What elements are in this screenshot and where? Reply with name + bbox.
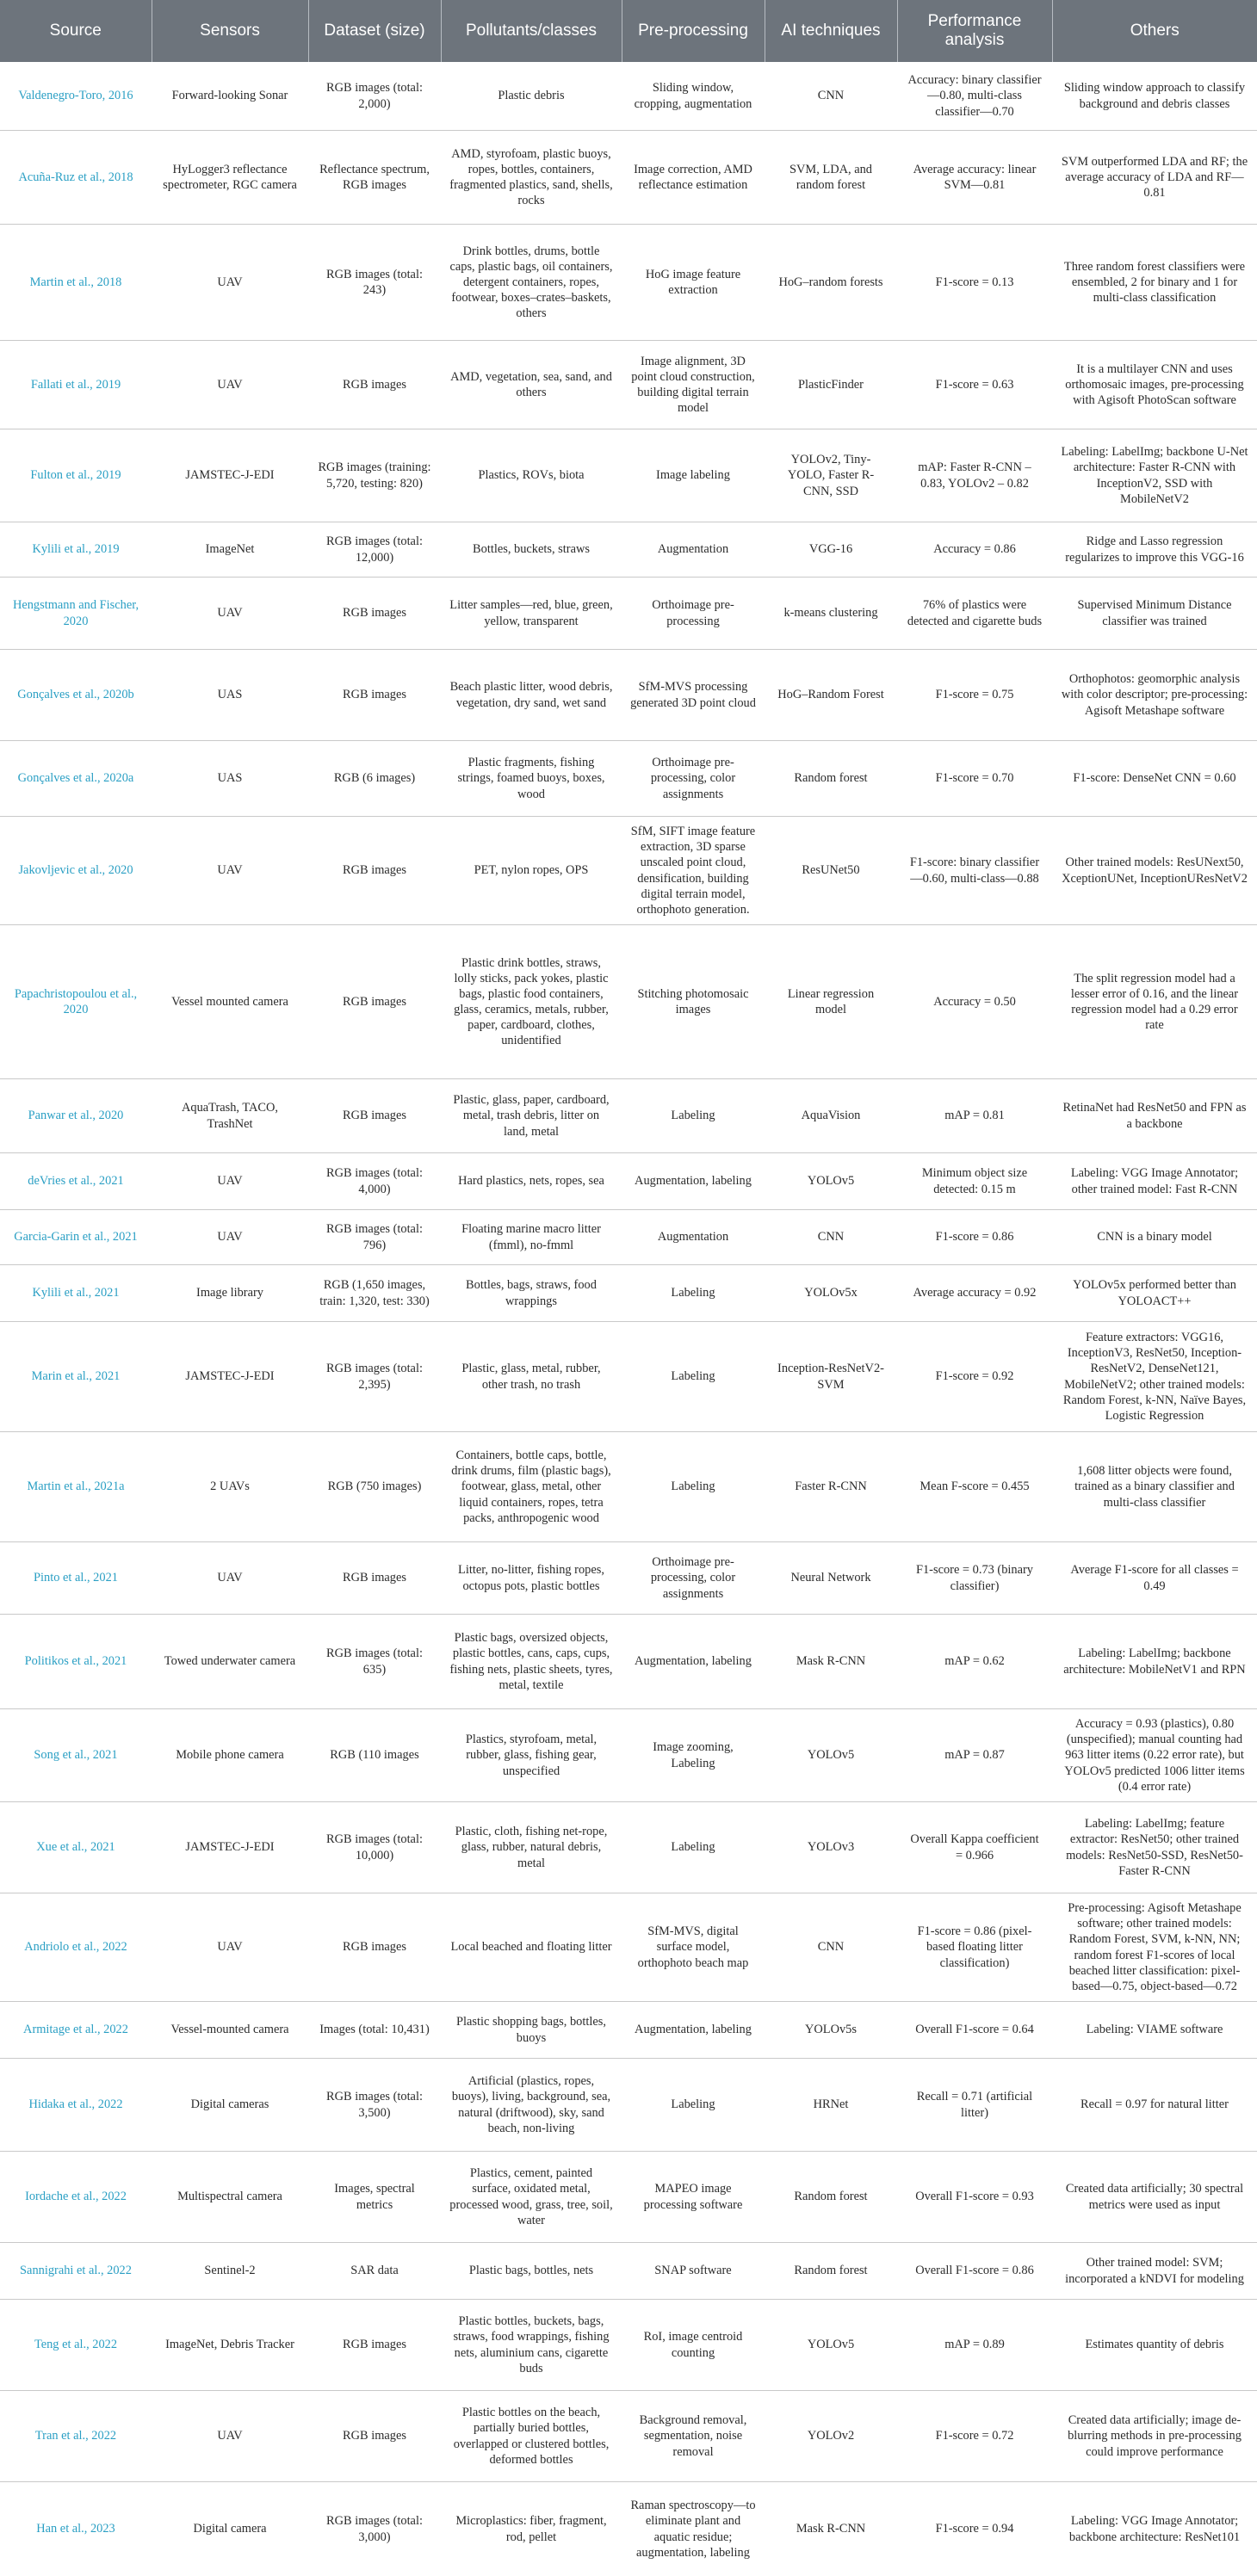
cell-pollutants: Plastic debris	[441, 62, 622, 131]
cell-preprocessing: Image correction, AMD reflectance estimation	[622, 131, 765, 225]
cell-others: Orthophotos: geomorphic analysis with color descriptor; pre-processing: Agisoft Metashape software	[1052, 650, 1257, 741]
cell-performance: 76% of plastics were detected and cigarette buds	[897, 578, 1052, 650]
table-row	[0, 429, 1257, 522]
cell-preprocessing: Orthoimage pre-processing, color assignments	[622, 741, 765, 817]
cell-source[interactable]: Fulton et al., 2019	[0, 429, 152, 522]
cell-dataset: RGB images	[308, 1542, 441, 1615]
cell-pollutants: Plastics, cement, painted surface, oxidated metal, processed wood, grass, tree, soil, water	[441, 2152, 622, 2243]
table-row	[0, 1802, 1257, 1893]
cell-performance: mAP = 0.62	[897, 1615, 1052, 1709]
cell-sensors: JAMSTEC-J-EDI	[152, 1802, 308, 1893]
cell-preprocessing: Image labeling	[622, 429, 765, 522]
cell-performance: Overall Kappa coefficient = 0.966	[897, 1802, 1052, 1893]
cell-ai-technique: Random forest	[765, 2243, 897, 2300]
cell-sensors: ImageNet, Debris Tracker	[152, 2300, 308, 2391]
cell-performance: F1-score = 0.70	[897, 741, 1052, 817]
cell-others: Created data artificially; 30 spectral metrics were used as input	[1052, 2152, 1257, 2243]
cell-preprocessing: SNAP software	[622, 2243, 765, 2300]
cell-source[interactable]: Hengstmann and Fischer, 2020	[0, 578, 152, 650]
table-row	[0, 578, 1257, 650]
cell-sensors: UAS	[152, 741, 308, 817]
cell-dataset: RGB images	[308, 1893, 441, 2002]
cell-sensors: UAV	[152, 225, 308, 341]
cell-source[interactable]: Pinto et al., 2021	[0, 1542, 152, 1615]
cell-ai-technique: CNN	[765, 1210, 897, 1265]
cell-others: Other trained models: ResUNext50, XceptionUNet, InceptionUResNetV2	[1052, 817, 1257, 925]
cell-preprocessing: Image zooming, Labeling	[622, 1709, 765, 1802]
cell-dataset: RGB images	[308, 2391, 441, 2482]
cell-pollutants: Plastic bottles on the beach, partially buried bottles, overlapped or clustered bottles, deformed bottles	[441, 2391, 622, 2482]
cell-ai-technique: Inception-ResNetV2-SVM	[765, 1322, 897, 1432]
cell-source[interactable]: Gonçalves et al., 2020b	[0, 650, 152, 741]
cell-sensors: UAV	[152, 2391, 308, 2482]
cell-sensors: HyLogger3 reflectance spectrometer, RGC camera	[152, 131, 308, 225]
cell-sensors: 2 UAVs	[152, 1432, 308, 1542]
cell-source[interactable]: Martin et al., 2018	[0, 225, 152, 341]
cell-source[interactable]: Tran et al., 2022	[0, 2391, 152, 2482]
cell-others: F1-score: DenseNet CNN = 0.60	[1052, 741, 1257, 817]
cell-sensors: ImageNet	[152, 522, 308, 578]
cell-dataset: RGB images (total: 635)	[308, 1615, 441, 1709]
cell-preprocessing: MAPEO image processing software	[622, 2152, 765, 2243]
cell-sensors: Sentinel-2	[152, 2243, 308, 2300]
cell-sensors: UAV	[152, 1893, 308, 2002]
cell-sensors: UAV	[152, 341, 308, 429]
cell-performance: F1-score = 0.63	[897, 341, 1052, 429]
cell-dataset: RGB (1,650 images, train: 1,320, test: 330)	[308, 1265, 441, 1322]
cell-ai-technique: Neural Network	[765, 1542, 897, 1615]
cell-preprocessing: Labeling	[622, 1432, 765, 1542]
cell-pollutants: Plastic bags, oversized objects, plastic bottles, cans, caps, cups, fishing nets, plastic sheets, tyres, metal, textile	[441, 1615, 622, 1709]
cell-dataset: Images, spectral metrics	[308, 2152, 441, 2243]
cell-dataset: RGB images	[308, 341, 441, 429]
cell-others: SVM outperformed LDA and RF; the average accuracy of LDA and RF—0.81	[1052, 131, 1257, 225]
cell-performance: F1-score = 0.86 (pixel-based floating litter classification)	[897, 1893, 1052, 2002]
cell-performance: Accuracy = 0.86	[897, 522, 1052, 578]
cell-pollutants: Bottles, buckets, straws	[441, 522, 622, 578]
table-row	[0, 1432, 1257, 1542]
cell-others: CNN is a binary model	[1052, 1210, 1257, 1265]
cell-performance: F1-score = 0.72	[897, 2391, 1052, 2482]
cell-dataset: RGB images	[308, 2300, 441, 2391]
cell-preprocessing: Labeling	[622, 1079, 765, 1153]
cell-performance: Overall F1-score = 0.64	[897, 2002, 1052, 2059]
table-row	[0, 1210, 1257, 1265]
cell-source[interactable]: Sannigrahi et al., 2022	[0, 2243, 152, 2300]
cell-dataset: RGB images (total: 2,395)	[308, 1322, 441, 1432]
cell-source[interactable]: deVries et al., 2021	[0, 1153, 152, 1210]
cell-performance: Minimum object size detected: 0.15 m	[897, 1153, 1052, 1210]
cell-pollutants: Floating marine macro litter (fmml), no-fmml	[441, 1210, 622, 1265]
table-row	[0, 131, 1257, 225]
table-row	[0, 650, 1257, 741]
cell-others: Labeling: VGG Image Annotator; backbone architecture: ResNet101	[1052, 2482, 1257, 2576]
cell-pollutants: Plastic drink bottles, straws, lolly sticks, pack yokes, plastic bags, plastic food containers, glass, ceramics, metals, rubber, paper, cardboard, clothes, unidentified	[441, 925, 622, 1079]
cell-others: Created data artificially; image de-blurring methods in pre-processing could improve performance	[1052, 2391, 1257, 2482]
cell-source[interactable]: Teng et al., 2022	[0, 2300, 152, 2391]
cell-sensors: JAMSTEC-J-EDI	[152, 429, 308, 522]
header-ai-techniques: AI techniques	[765, 0, 897, 62]
cell-ai-technique: YOLOv2	[765, 2391, 897, 2482]
cell-dataset: RGB images (total: 4,000)	[308, 1153, 441, 1210]
cell-ai-technique: HoG–Random Forest	[765, 650, 897, 741]
cell-ai-technique: AquaVision	[765, 1079, 897, 1153]
cell-others: Other trained model: SVM; incorporated a kNDVI for modeling	[1052, 2243, 1257, 2300]
cell-ai-technique: YOLOv5	[765, 1709, 897, 1802]
cell-performance: F1-score = 0.92	[897, 1322, 1052, 1432]
table-row	[0, 1322, 1257, 1432]
cell-performance: Overall F1-score = 0.93	[897, 2152, 1052, 2243]
cell-dataset: RGB images (training: 5,720, testing: 820)	[308, 429, 441, 522]
cell-preprocessing: Stitching photomosaic images	[622, 925, 765, 1079]
cell-sensors: Multispectral camera	[152, 2152, 308, 2243]
table-row	[0, 2482, 1257, 2576]
cell-dataset: SAR data	[308, 2243, 441, 2300]
cell-others: Feature extractors: VGG16, InceptionV3, ResNet50, Inception-ResNetV2, DenseNet121, MobileNetV2; other trained models: Random Forest, k-NN, Naïve Bayes, Logistic Regression	[1052, 1322, 1257, 1432]
cell-sensors: AquaTrash, TACO, TrashNet	[152, 1079, 308, 1153]
cell-source[interactable]: Song et al., 2021	[0, 1709, 152, 1802]
cell-source[interactable]: Gonçalves et al., 2020a	[0, 741, 152, 817]
cell-performance: mAP = 0.89	[897, 2300, 1052, 2391]
cell-preprocessing: Augmentation, labeling	[622, 2002, 765, 2059]
cell-preprocessing: Sliding window, cropping, augmentation	[622, 62, 765, 131]
cell-ai-technique: CNN	[765, 1893, 897, 2002]
header-row	[0, 0, 1257, 62]
cell-preprocessing: HoG image feature extraction	[622, 225, 765, 341]
cell-performance: F1-score = 0.94	[897, 2482, 1052, 2576]
cell-others: Labeling: LabelImg; backbone architecture: MobileNetV1 and RPN	[1052, 1615, 1257, 1709]
cell-ai-technique: HRNet	[765, 2059, 897, 2152]
cell-source[interactable]: Jakovljevic et al., 2020	[0, 817, 152, 925]
cell-pollutants: Plastic shopping bags, bottles, buoys	[441, 2002, 622, 2059]
cell-sensors: Digital camera	[152, 2482, 308, 2576]
cell-dataset: Reflectance spectrum, RGB images	[308, 131, 441, 225]
cell-ai-technique: Faster R-CNN	[765, 1432, 897, 1542]
cell-others: Pre-processing: Agisoft Metashape software; other trained models: Random Forest, SVM, k-NN, NN; random forest F1-scores of local beached litter classification: pixel-based—0.75, object-based—0.72	[1052, 1893, 1257, 2002]
header-others: Others	[1052, 0, 1257, 62]
cell-others: Recall = 0.97 for natural litter	[1052, 2059, 1257, 2152]
cell-ai-technique: Mask R-CNN	[765, 1615, 897, 1709]
cell-sensors: Mobile phone camera	[152, 1709, 308, 1802]
table-row	[0, 1265, 1257, 1322]
cell-source[interactable]: Andriolo et al., 2022	[0, 1893, 152, 2002]
cell-dataset: RGB images	[308, 650, 441, 741]
cell-source[interactable]: Kylili et al., 2021	[0, 1265, 152, 1322]
cell-sensors: Image library	[152, 1265, 308, 1322]
cell-source[interactable]: Iordache et al., 2022	[0, 2152, 152, 2243]
cell-sensors: Vessel-mounted camera	[152, 2002, 308, 2059]
cell-others: Three random forest classifiers were ensembled, 2 for binary and 1 for multi-class classification	[1052, 225, 1257, 341]
cell-pollutants: Plastic, glass, paper, cardboard, metal, trash debris, litter on land, metal	[441, 1079, 622, 1153]
cell-performance: Average accuracy = 0.92	[897, 1265, 1052, 1322]
cell-preprocessing: Orthoimage pre-processing	[622, 578, 765, 650]
cell-preprocessing: Labeling	[622, 2059, 765, 2152]
cell-performance: Accuracy = 0.50	[897, 925, 1052, 1079]
cell-pollutants: Bottles, bags, straws, food wrappings	[441, 1265, 622, 1322]
cell-preprocessing: Augmentation	[622, 522, 765, 578]
cell-source[interactable]: Garcia-Garin et al., 2021	[0, 1210, 152, 1265]
cell-sensors: JAMSTEC-J-EDI	[152, 1322, 308, 1432]
cell-sensors: Digital cameras	[152, 2059, 308, 2152]
cell-dataset: RGB images (total: 796)	[308, 1210, 441, 1265]
cell-pollutants: Litter, no-litter, fishing ropes, octopus pots, plastic bottles	[441, 1542, 622, 1615]
cell-dataset: RGB (110 images	[308, 1709, 441, 1802]
cell-performance: Overall F1-score = 0.86	[897, 2243, 1052, 2300]
header-dataset: Dataset (size)	[308, 0, 441, 62]
cell-sensors: Vessel mounted camera	[152, 925, 308, 1079]
cell-source[interactable]: Papachristopoulou et al., 2020	[0, 925, 152, 1079]
cell-pollutants: Plastic fragments, fishing strings, foamed buoys, boxes, wood	[441, 741, 622, 817]
cell-performance: Accuracy: binary classifier—0.80, multi-class classifier—0.70	[897, 62, 1052, 131]
cell-preprocessing: Orthoimage pre-processing, color assignments	[622, 1542, 765, 1615]
cell-ai-technique: VGG-16	[765, 522, 897, 578]
cell-dataset: RGB images (total: 2,000)	[308, 62, 441, 131]
cell-preprocessing: RoI, image centroid counting	[622, 2300, 765, 2391]
cell-others: YOLOv5x performed better than YOLOACT++	[1052, 1265, 1257, 1322]
table-row	[0, 817, 1257, 925]
cell-ai-technique: SVM, LDA, and random forest	[765, 131, 897, 225]
cell-performance: Recall = 0.71 (artificial litter)	[897, 2059, 1052, 2152]
cell-sensors: UAV	[152, 578, 308, 650]
cell-preprocessing: Labeling	[622, 1265, 765, 1322]
table-row	[0, 1153, 1257, 1210]
cell-source[interactable]: Martin et al., 2021a	[0, 1432, 152, 1542]
table-row	[0, 1893, 1257, 2002]
table-row	[0, 2300, 1257, 2391]
cell-source[interactable]: Xue et al., 2021	[0, 1802, 152, 1893]
cell-dataset: RGB images	[308, 925, 441, 1079]
table-row	[0, 2002, 1257, 2059]
cell-ai-technique: YOLOv5x	[765, 1265, 897, 1322]
table-row	[0, 1709, 1257, 1802]
cell-pollutants: Plastic, cloth, fishing net-rope, glass, rubber, natural debris, metal	[441, 1802, 622, 1893]
cell-ai-technique: YOLOv5	[765, 1153, 897, 1210]
cell-preprocessing: SfM-MVS, digital surface model, orthophoto beach map	[622, 1893, 765, 2002]
cell-others: Sliding window approach to classify background and debris classes	[1052, 62, 1257, 131]
table-row	[0, 1079, 1257, 1153]
cell-source[interactable]: Acuña-Ruz et al., 2018	[0, 131, 152, 225]
cell-dataset: RGB images (total: 12,000)	[308, 522, 441, 578]
cell-source[interactable]: Politikos et al., 2021	[0, 1615, 152, 1709]
table-row	[0, 62, 1257, 131]
cell-performance: F1-score = 0.13	[897, 225, 1052, 341]
cell-pollutants: AMD, vegetation, sea, sand, and others	[441, 341, 622, 429]
cell-source[interactable]: Armitage et al., 2022	[0, 2002, 152, 2059]
cell-pollutants: Plastic, glass, metal, rubber, other trash, no trash	[441, 1322, 622, 1432]
cell-performance: F1-score = 0.75	[897, 650, 1052, 741]
cell-source[interactable]: Han et al., 2023	[0, 2482, 152, 2576]
cell-source[interactable]: Fallati et al., 2019	[0, 341, 152, 429]
cell-performance: mAP = 0.87	[897, 1709, 1052, 1802]
cell-ai-technique: PlasticFinder	[765, 341, 897, 429]
cell-performance: mAP: Faster R-CNN – 0.83, YOLOv2 – 0.82	[897, 429, 1052, 522]
table-row	[0, 741, 1257, 817]
cell-ai-technique: Random forest	[765, 741, 897, 817]
cell-ai-technique: YOLOv5s	[765, 2002, 897, 2059]
cell-pollutants: Containers, bottle caps, bottle, drink drums, film (plastic bags), footwear, glass, metal, other liquid containers, ropes, tetra packs, anthropogenic wood	[441, 1432, 622, 1542]
cell-pollutants: Local beached and floating litter	[441, 1893, 622, 2002]
cell-ai-technique: ResUNet50	[765, 817, 897, 925]
cell-performance: F1-score = 0.86	[897, 1210, 1052, 1265]
cell-preprocessing: SfM-MVS processing generated 3D point cloud	[622, 650, 765, 741]
cell-performance: mAP = 0.81	[897, 1079, 1052, 1153]
cell-performance: Average accuracy: linear SVM—0.81	[897, 131, 1052, 225]
cell-pollutants: Plastics, styrofoam, metal, rubber, glass, fishing gear, unspecified	[441, 1709, 622, 1802]
cell-sensors: UAV	[152, 817, 308, 925]
cell-others: Supervised Minimum Distance classifier was trained	[1052, 578, 1257, 650]
cell-preprocessing: Background removal, segmentation, noise removal	[622, 2391, 765, 2482]
table-row	[0, 1615, 1257, 1709]
cell-preprocessing: Raman spectroscopy—to eliminate plant and aquatic residue; augmentation, labeling	[622, 2482, 765, 2576]
cell-source[interactable]: Hidaka et al., 2022	[0, 2059, 152, 2152]
cell-others: Labeling: VIAME software	[1052, 2002, 1257, 2059]
cell-ai-technique: YOLOv3	[765, 1802, 897, 1893]
table-row	[0, 2391, 1257, 2482]
cell-sensors: Forward-looking Sonar	[152, 62, 308, 131]
cell-dataset: RGB (750 images)	[308, 1432, 441, 1542]
cell-pollutants: Drink bottles, drums, bottle caps, plastic bags, oil containers, detergent containers, ropes, footwear, boxes–crates–baskets, others	[441, 225, 622, 341]
cell-ai-technique: YOLOv2, Tiny-YOLO, Faster R-CNN, SSD	[765, 429, 897, 522]
table-row	[0, 1542, 1257, 1615]
cell-dataset: RGB images (total: 3,500)	[308, 2059, 441, 2152]
header-source: Source	[0, 0, 152, 62]
cell-sensors: Towed underwater camera	[152, 1615, 308, 1709]
table-row	[0, 225, 1257, 341]
cell-others: Estimates quantity of debris	[1052, 2300, 1257, 2391]
cell-dataset: RGB (6 images)	[308, 741, 441, 817]
cell-pollutants: Plastics, ROVs, biota	[441, 429, 622, 522]
cell-ai-technique: CNN	[765, 62, 897, 131]
cell-sensors: UAS	[152, 650, 308, 741]
cell-source[interactable]: Valdenegro-Toro, 2016	[0, 62, 152, 131]
cell-dataset: RGB images (total: 3,000)	[308, 2482, 441, 2576]
cell-pollutants: Microplastics: fiber, fragment, rod, pellet	[441, 2482, 622, 2576]
cell-others: Labeling: LabelImg; feature extractor: ResNet50; other trained models: ResNet50-SSD, ResNet50-Faster R-CNN	[1052, 1802, 1257, 1893]
cell-pollutants: PET, nylon ropes, OPS	[441, 817, 622, 925]
table-row	[0, 2152, 1257, 2243]
cell-pollutants: Litter samples—red, blue, green, yellow, transparent	[441, 578, 622, 650]
cell-pollutants: Artificial (plastics, ropes, buoys), living, background, sea, natural (driftwood), sky, sand beach, non-living	[441, 2059, 622, 2152]
cell-ai-technique: k-means clustering	[765, 578, 897, 650]
table-row	[0, 925, 1257, 1079]
cell-dataset: RGB images	[308, 578, 441, 650]
cell-others: It is a multilayer CNN and uses orthomosaic images, pre-processing with Agisoft PhotoScan software	[1052, 341, 1257, 429]
cell-preprocessing: Labeling	[622, 1802, 765, 1893]
cell-others: Labeling: LabelImg; backbone U-Net architecture: Faster R-CNN with InceptionV2, SSD with MobileNetV2	[1052, 429, 1257, 522]
cell-others: RetinaNet had ResNet50 and FPN as a backbone	[1052, 1079, 1257, 1153]
cell-source[interactable]: Panwar et al., 2020	[0, 1079, 152, 1153]
cell-pollutants: Plastic bottles, buckets, bags, straws, food wrappings, fishing nets, aluminium cans, cigarette buds	[441, 2300, 622, 2391]
cell-preprocessing: SfM, SIFT image feature extraction, 3D sparse unscaled point cloud, densification, building digital terrain model, orthophoto generation.	[622, 817, 765, 925]
cell-others: Labeling: VGG Image Annotator; other trained model: Fast R-CNN	[1052, 1153, 1257, 1210]
cell-others: Average F1-score for all classes = 0.49	[1052, 1542, 1257, 1615]
table-body	[0, 62, 1257, 2576]
cell-others: The split regression model had a lesser error of 0.16, and the linear regression model had a 0.29 error rate	[1052, 925, 1257, 1079]
table-row	[0, 2243, 1257, 2300]
cell-sensors: UAV	[152, 1542, 308, 1615]
cell-preprocessing: Labeling	[622, 1322, 765, 1432]
cell-performance: F1-score: binary classifier—0.60, multi-class—0.88	[897, 817, 1052, 925]
cell-pollutants: Hard plastics, nets, ropes, sea	[441, 1153, 622, 1210]
cell-dataset: RGB images (total: 10,000)	[308, 1802, 441, 1893]
cell-performance: F1-score = 0.73 (binary classifier)	[897, 1542, 1052, 1615]
table-row	[0, 2059, 1257, 2152]
header-preprocessing: Pre-processing	[622, 0, 765, 62]
header-pollutants: Pollutants/classes	[441, 0, 622, 62]
cell-dataset: RGB images	[308, 817, 441, 925]
cell-ai-technique: Linear regression model	[765, 925, 897, 1079]
cell-ai-technique: YOLOv5	[765, 2300, 897, 2391]
cell-pollutants: Beach plastic litter, wood debris, vegetation, dry sand, wet sand	[441, 650, 622, 741]
cell-pollutants: AMD, styrofoam, plastic buoys, ropes, bottles, containers, fragmented plastics, sand, shells, rocks	[441, 131, 622, 225]
cell-source[interactable]: Kylili et al., 2019	[0, 522, 152, 578]
cell-preprocessing: Augmentation	[622, 1210, 765, 1265]
cell-others: Accuracy = 0.93 (plastics), 0.80 (unspecified); manual counting had 963 litter items (0.22 error rate), but YOLOv5 predicted 1006 litter items (0.4 error rate)	[1052, 1709, 1257, 1802]
cell-pollutants: Plastic bags, bottles, nets	[441, 2243, 622, 2300]
cell-ai-technique: Mask R-CNN	[765, 2482, 897, 2576]
cell-others: 1,608 litter objects were found, trained as a binary classifier and multi-class classifier	[1052, 1432, 1257, 1542]
table-row	[0, 522, 1257, 578]
cell-preprocessing: Image alignment, 3D point cloud construction, building digital terrain model	[622, 341, 765, 429]
cell-performance: Mean F-score = 0.455	[897, 1432, 1052, 1542]
cell-preprocessing: Augmentation, labeling	[622, 1153, 765, 1210]
header-sensors: Sensors	[152, 0, 308, 62]
cell-dataset: Images (total: 10,431)	[308, 2002, 441, 2059]
cell-preprocessing: Augmentation, labeling	[622, 1615, 765, 1709]
cell-sensors: UAV	[152, 1153, 308, 1210]
cell-others: Ridge and Lasso regression regularizes to improve this VGG-16	[1052, 522, 1257, 578]
cell-sensors: UAV	[152, 1210, 308, 1265]
table-row	[0, 341, 1257, 429]
cell-dataset: RGB images	[308, 1079, 441, 1153]
header-performance: Performance analysis	[897, 0, 1052, 62]
cell-ai-technique: HoG–random forests	[765, 225, 897, 341]
cell-ai-technique: Random forest	[765, 2152, 897, 2243]
cell-dataset: RGB images (total: 243)	[308, 225, 441, 341]
cell-source[interactable]: Marin et al., 2021	[0, 1322, 152, 1432]
